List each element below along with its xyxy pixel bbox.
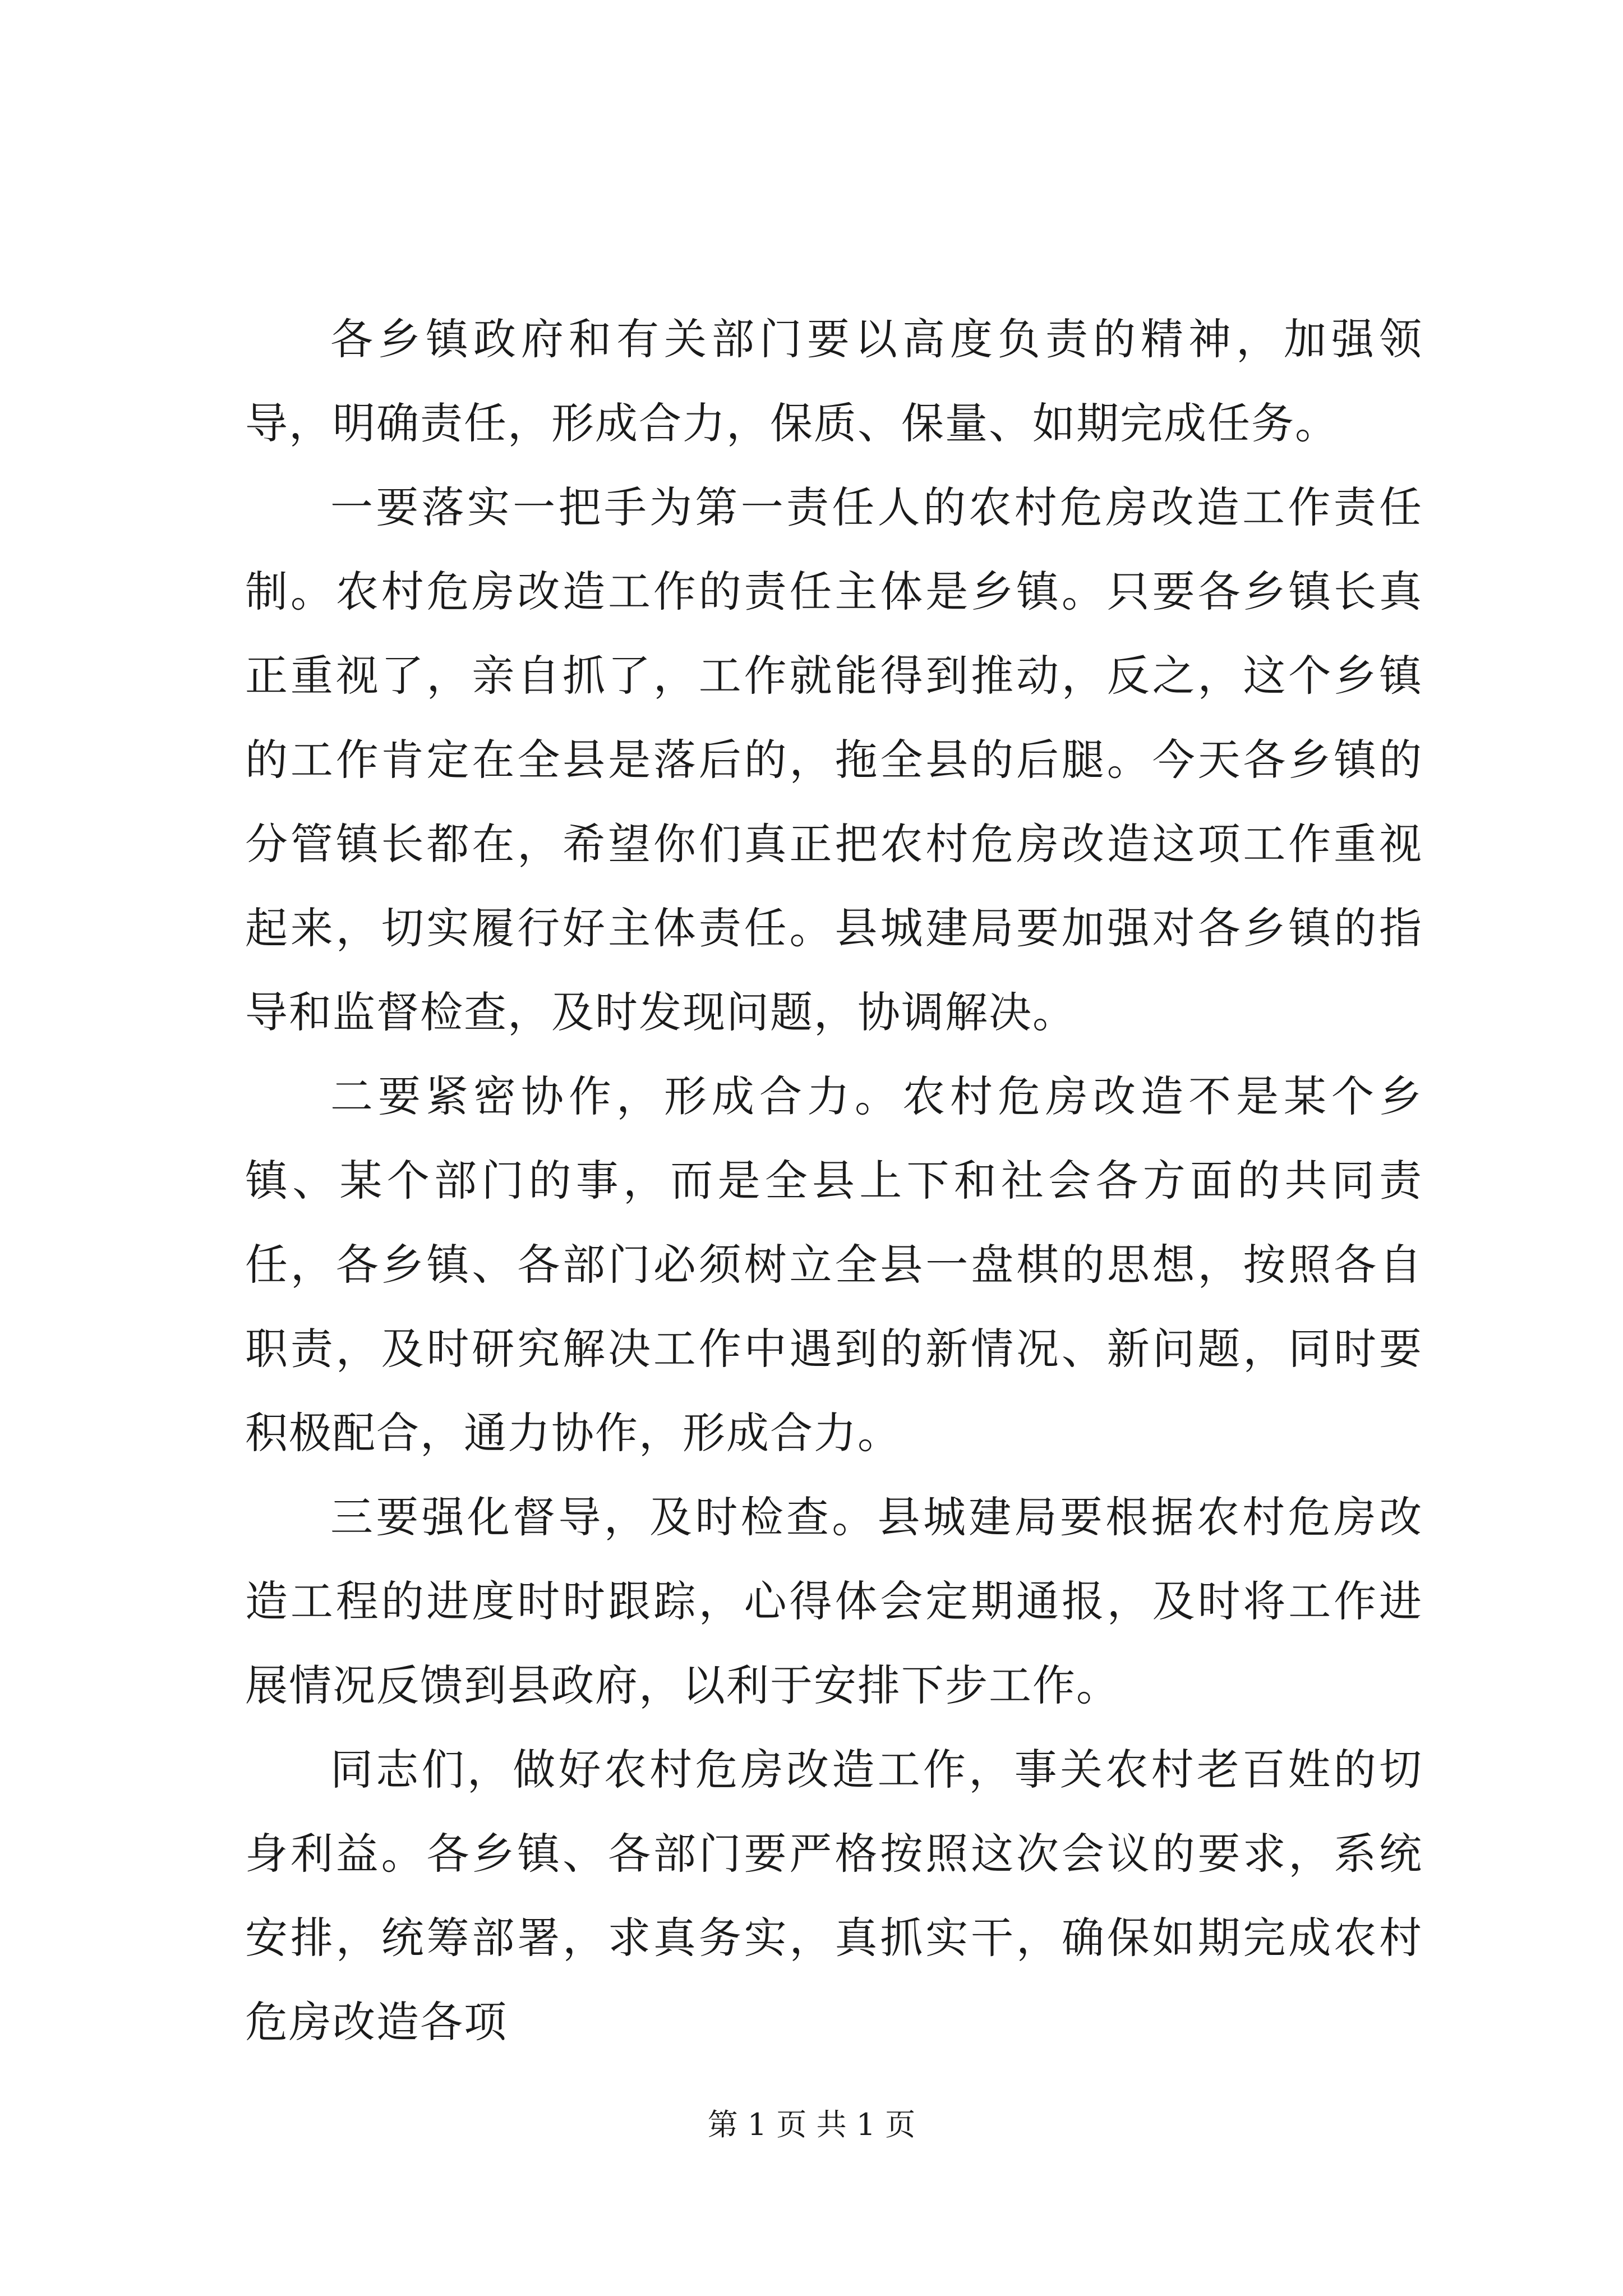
paragraph-5: 同志们，做好农村危房改造工作，事关农村老百姓的切身利益。各乡镇、各部门要严格按照这次会议的要求，系统安排，统筹部署，求真务实，真抓实干，确保如期完成农村危房改造各项 [245,1745,1423,2047]
document-body [245,297,1423,2064]
paragraph-3: 二要紧密协作，形成合力。农村危房改造不是某个乡镇、某个部门的事，而是全县上下和社会各方面的共同责任，各乡镇、各部门必须树立全县一盘棋的思想，按照各自职责，及时研究解决工作中遇到的新情况、新问题，同时要积极配合，通力协作，形成合力。 [245,1071,1423,1458]
paragraph-2: 一要落实一把手为第一责任人的农村危房改造工作责任制。农村危房改造工作的责任主体是乡镇。只要各乡镇长真正重视了，亲自抓了，工作就能得到推动，反之，这个乡镇的工作肯定在全县是落后的，拖全县的后腿。今天各乡镇的分管镇长都在，希望你们真正把农村危房改造这项工作重视起来，切实履行好主体责任。县城建局要加强对各乡镇的指导和监督检查，及时发现问题，协调解决。 [245,482,1423,1037]
paragraph-1: 各乡镇政府和有关部门要以高度负责的精神，加强领导，明确责任，形成合力，保质、保量、如期完成任务。 [245,314,1423,448]
page-footer: 第 1 页 共 1 页 [707,2107,916,2142]
paragraph-4: 三要强化督导，及时检查。县城建局要根据农村危房改造工程的进度时时跟踪，心得体会定期通报，及时将工作进展情况反馈到县政府，以利于安排下步工作。 [245,1492,1423,1710]
